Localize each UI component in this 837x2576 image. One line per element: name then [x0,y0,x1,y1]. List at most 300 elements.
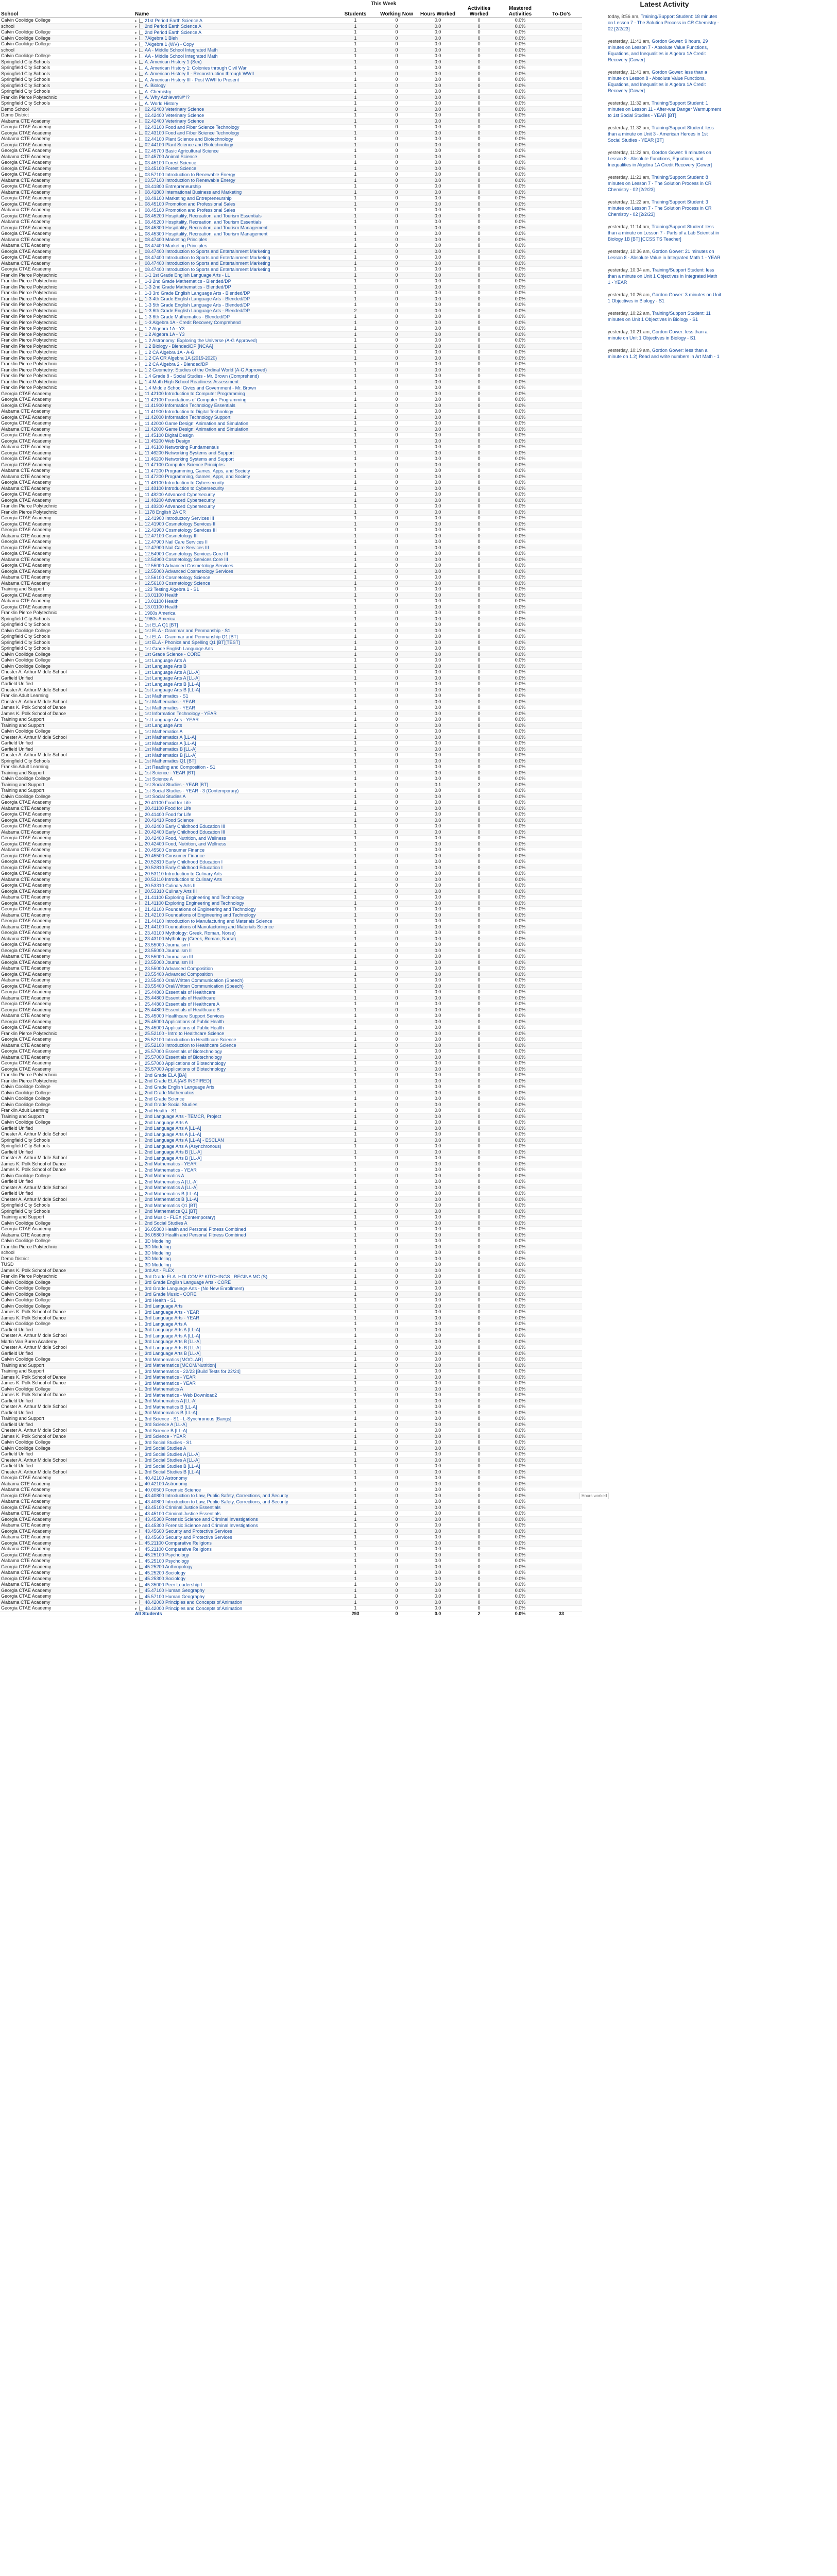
class-link[interactable]: 3rd Mathematics A [145,1386,183,1392]
class-link[interactable]: 3rd Social Studies A [LL-A] [145,1458,200,1463]
chart-icon[interactable] [139,202,143,206]
chart-icon[interactable] [139,943,143,947]
class-name-cell[interactable] [134,977,335,984]
chart-icon[interactable] [139,1328,143,1332]
expand-chevron-icon[interactable]: ▸ [135,1167,138,1173]
class-name-cell[interactable] [134,764,335,770]
class-name-cell[interactable] [134,717,335,723]
chart-icon[interactable] [139,1458,143,1462]
chart-icon[interactable] [139,1079,143,1083]
chart-icon[interactable] [139,1340,143,1344]
chart-icon[interactable] [139,1316,143,1320]
expand-chevron-icon[interactable]: ▸ [135,1185,138,1190]
chart-icon[interactable] [139,1535,143,1539]
class-name-cell[interactable] [134,1238,335,1244]
chart-icon[interactable] [139,806,143,810]
class-name-cell[interactable] [134,36,335,42]
expand-chevron-icon[interactable]: ▸ [135,800,138,805]
class-name-cell[interactable] [134,1185,335,1191]
activity-link[interactable]: Training/Support Student: less than a minute on Unit 1 Objectives in Integrated Math 1 - YEAR [608,267,718,285]
class-name-cell[interactable] [134,1529,335,1535]
totals-label[interactable] [134,1612,335,1617]
class-name-cell[interactable] [134,693,335,699]
class-name-cell[interactable] [134,1297,335,1303]
chart-icon[interactable] [139,1156,143,1160]
class-name-cell[interactable] [134,1167,335,1173]
col-name[interactable]: Name [134,0,335,18]
expand-chevron-icon[interactable]: ▸ [135,172,138,177]
class-link[interactable]: 11.45200 Web Design [145,438,191,444]
chart-icon[interactable] [139,398,143,402]
chart-icon[interactable] [139,1464,143,1468]
class-link[interactable]: 25.52100 Introduction to Healthcare Science [145,1037,236,1042]
expand-chevron-icon[interactable]: ▸ [135,498,138,503]
expand-chevron-icon[interactable]: ▸ [135,848,138,853]
class-name-cell[interactable] [134,415,335,421]
expand-chevron-icon[interactable]: ▸ [135,101,138,106]
expand-chevron-icon[interactable]: ▸ [135,1203,138,1208]
expand-chevron-icon[interactable]: ▸ [135,297,138,301]
chart-icon[interactable] [139,1008,143,1012]
class-name-cell[interactable] [134,604,335,611]
chart-icon[interactable] [139,919,143,923]
expand-chevron-icon[interactable]: ▸ [135,279,138,284]
chart-icon[interactable] [139,978,143,982]
chart-icon[interactable] [139,48,143,52]
class-link[interactable]: 13.01100 Health [145,598,179,604]
class-link[interactable]: 1.2 CA Algebra 1A - A-G [145,349,195,355]
class-name-cell[interactable] [134,883,335,889]
class-name-cell[interactable] [134,1582,335,1588]
class-name-cell[interactable] [134,1138,335,1144]
expand-chevron-icon[interactable]: ▸ [135,1606,138,1611]
expand-chevron-icon[interactable]: ▸ [135,427,138,432]
chart-icon[interactable] [139,801,143,805]
class-link[interactable]: 08.45200 Hospitality, Recreation, and Tourism Essentials [145,213,262,218]
expand-chevron-icon[interactable]: ▸ [135,1369,138,1374]
class-name-cell[interactable] [134,699,335,705]
expand-chevron-icon[interactable]: ▸ [135,646,138,651]
expand-chevron-icon[interactable]: ▸ [135,1191,138,1196]
class-name-cell[interactable] [134,1143,335,1149]
chart-icon[interactable] [139,967,143,971]
class-name-cell[interactable] [134,1096,335,1102]
expand-chevron-icon[interactable]: ▸ [135,1138,138,1143]
chart-icon[interactable] [139,854,143,858]
class-name-cell[interactable] [134,320,335,326]
chart-icon[interactable] [139,1268,143,1273]
class-link[interactable]: 1st Social Studies A [145,794,186,799]
class-name-cell[interactable] [134,1315,335,1321]
class-name-cell[interactable] [134,1493,335,1499]
expand-chevron-icon[interactable]: ▸ [135,1108,138,1113]
class-link[interactable]: 02.43100 Food and Fiber Science Technology [145,124,240,130]
col-students[interactable]: Students [335,0,376,18]
expand-chevron-icon[interactable]: ▸ [135,1345,138,1350]
class-link[interactable]: 1st Language Arts B [LL-A] [145,681,200,687]
expand-chevron-icon[interactable]: ▸ [135,771,138,775]
expand-chevron-icon[interactable]: ▸ [135,273,138,278]
expand-chevron-icon[interactable]: ▸ [135,1262,138,1267]
expand-chevron-icon[interactable]: ▸ [135,231,138,236]
class-name-cell[interactable] [134,1439,335,1446]
class-link[interactable]: A. World History [145,100,178,106]
class-name-cell[interactable] [134,782,335,788]
chart-icon[interactable] [139,66,143,70]
expand-chevron-icon[interactable]: ▸ [135,1577,138,1581]
class-name-cell[interactable] [134,984,335,990]
chart-icon[interactable] [139,451,143,455]
chart-icon[interactable] [139,783,143,787]
chart-icon[interactable] [139,1434,143,1438]
class-name-cell[interactable] [134,829,335,836]
class-name-cell[interactable] [134,811,335,818]
class-link[interactable]: 1st Mathematics A [LL-A] [145,740,196,746]
class-link[interactable]: 43.45300 Forensic Science and Criminal Investigations [145,1522,258,1528]
class-link[interactable]: 25.45000 Healthcare Support Services [145,1013,225,1019]
class-link[interactable]: 1-3 2nd Grade Mathematics - Blended/DP [145,284,231,290]
expand-chevron-icon[interactable]: ▸ [135,456,138,462]
class-link[interactable]: 2nd Mathematics - YEAR [145,1161,197,1166]
class-name-cell[interactable] [134,225,335,231]
expand-chevron-icon[interactable]: ▸ [135,611,138,616]
chart-icon[interactable] [139,297,143,301]
class-link[interactable]: 1960s America [145,610,176,616]
class-link[interactable]: AA - Middle School Integrated Math [145,53,218,59]
class-link[interactable]: 12.56100 Cosmetology Science [145,574,211,580]
class-name-cell[interactable] [134,1410,335,1416]
chart-icon[interactable] [139,735,143,739]
chart-icon[interactable] [139,1275,143,1279]
class-name-cell[interactable] [134,918,335,924]
class-link[interactable]: 08.47400 Marketing Principles [145,243,208,248]
chart-icon[interactable] [139,1565,143,1569]
class-link[interactable]: 13.01100 Health [145,592,179,598]
class-name-cell[interactable] [134,1013,335,1019]
class-name-cell[interactable] [134,1173,335,1179]
chart-icon[interactable] [139,338,143,343]
chart-icon[interactable] [139,214,143,218]
class-link[interactable]: 3rd Mathematics B [LL-A] [145,1404,197,1410]
expand-chevron-icon[interactable]: ▸ [135,1487,138,1493]
class-link[interactable]: 1st Social Studies - YEAR - 3 (Contemporary) [145,788,239,793]
expand-chevron-icon[interactable]: ▸ [135,409,138,414]
expand-chevron-icon[interactable]: ▸ [135,788,138,793]
class-name-cell[interactable] [134,1108,335,1114]
chart-icon[interactable] [139,955,143,959]
class-link[interactable]: 43.40800 Introduction to Law, Public Safety, Corrections, and Security [145,1493,288,1498]
chart-icon[interactable] [139,1192,143,1196]
class-link[interactable]: 1.4 Math High School Readiness Assessment [145,379,239,384]
class-link[interactable]: 08.47400 Introduction to Sports and Entertainment Marketing [145,266,270,272]
expand-chevron-icon[interactable]: ▸ [135,599,138,604]
chart-icon[interactable] [139,184,143,189]
chart-icon[interactable] [139,664,143,668]
class-name-cell[interactable] [134,391,335,397]
class-link[interactable]: 1178 English 2A CR [145,510,186,515]
class-name-cell[interactable] [134,1499,335,1505]
expand-chevron-icon[interactable]: ▸ [135,824,138,829]
chart-icon[interactable] [139,1073,143,1077]
expand-chevron-icon[interactable]: ▸ [135,1582,138,1587]
class-link[interactable]: 20.41400 Food for Life [145,811,192,817]
class-link[interactable]: 2nd Language Arts A (Asynchronous) [145,1143,221,1149]
expand-chevron-icon[interactable]: ▸ [135,113,138,118]
class-name-cell[interactable] [134,178,335,184]
chart-icon[interactable] [139,617,143,621]
class-name-cell[interactable] [134,201,335,208]
class-link[interactable]: 7Algebra 1 (WV) - Copy [145,41,194,47]
col-school[interactable]: School [0,0,134,18]
expand-chevron-icon[interactable]: ▸ [135,1363,138,1368]
chart-icon[interactable] [139,1215,143,1219]
expand-chevron-icon[interactable]: ▸ [135,1393,138,1398]
class-name-cell[interactable] [134,1256,335,1262]
class-name-cell[interactable] [134,1576,335,1582]
class-link[interactable]: 3rd Language Arts B [LL-A] [145,1339,201,1344]
class-link[interactable]: 1st Mathematics B [LL-A] [145,752,197,758]
class-name-cell[interactable] [134,1285,335,1292]
class-name-cell[interactable] [134,420,335,427]
expand-chevron-icon[interactable]: ▸ [135,155,138,159]
expand-chevron-icon[interactable]: ▸ [135,1103,138,1107]
chart-icon[interactable] [139,688,143,692]
expand-chevron-icon[interactable]: ▸ [135,1570,138,1575]
expand-chevron-icon[interactable]: ▸ [135,1523,138,1528]
class-link[interactable]: 2nd Language Arts - TEMCR, Project [145,1114,221,1119]
class-link[interactable]: 40.00500 Forensic Science [145,1487,201,1493]
expand-chevron-icon[interactable]: ▸ [135,1440,138,1445]
chart-icon[interactable] [139,208,143,212]
class-link[interactable]: 1.2 Geometry: Studies of the Ordinal World (A-G Approved) [145,367,267,372]
class-link[interactable]: 3rd Language Arts A [LL-A] [145,1327,200,1332]
expand-chevron-icon[interactable]: ▸ [135,1476,138,1481]
class-link[interactable]: 3rd Mathematics B [LL-A] [145,1410,197,1415]
chart-icon[interactable] [139,812,143,817]
class-name-cell[interactable] [134,1268,335,1274]
chart-icon[interactable] [139,1049,143,1054]
chart-icon[interactable] [139,273,143,277]
expand-chevron-icon[interactable]: ▸ [135,682,138,687]
chart-icon[interactable] [139,718,143,722]
expand-chevron-icon[interactable]: ▸ [135,1215,138,1220]
class-name-cell[interactable] [134,598,335,604]
class-name-cell[interactable] [134,877,335,883]
chart-icon[interactable] [139,877,143,882]
class-link[interactable]: 1st Mathematics A [145,728,183,734]
expand-chevron-icon[interactable]: ▸ [135,551,138,556]
class-link[interactable]: 11.48300 Advanced Cybersecurity [145,503,215,509]
class-link[interactable]: 08.45300 Hospitality, Recreation, and Tourism Management [145,225,268,230]
class-name-cell[interactable] [134,906,335,912]
chart-icon[interactable] [139,30,143,35]
chart-icon[interactable] [139,368,143,372]
expand-chevron-icon[interactable]: ▸ [135,143,138,147]
expand-chevron-icon[interactable]: ▸ [135,1008,138,1012]
expand-chevron-icon[interactable]: ▸ [135,1316,138,1320]
expand-chevron-icon[interactable]: ▸ [135,385,138,391]
class-link[interactable]: 08.45100 Promotion and Professional Sales [145,207,235,213]
chart-icon[interactable] [139,249,143,253]
class-link[interactable]: 43.45100 Criminal Justice Essentials [145,1511,221,1516]
class-link[interactable]: 2nd Grade Mathematics [145,1090,195,1095]
class-name-cell[interactable] [134,563,335,569]
class-name-cell[interactable] [134,646,335,652]
activity-link[interactable]: Gordon Gower: less than a minute on 1.2) Read and write numbers in Art Math - 1 [608,348,720,359]
class-name-cell[interactable] [134,592,335,599]
class-link[interactable]: 23.55000 Advanced Composition [145,965,213,971]
class-link[interactable]: 3rd Art - FLEX [145,1268,175,1273]
expand-chevron-icon[interactable]: ▸ [135,818,138,823]
class-link[interactable]: 2nd Language Arts B [LL-A] [145,1149,202,1155]
class-name-cell[interactable] [134,1463,335,1469]
class-link[interactable]: 25.57000 Essentials of Biotechnology [145,1048,223,1054]
chart-icon[interactable] [139,1334,143,1338]
expand-chevron-icon[interactable]: ▸ [135,1494,138,1498]
class-link[interactable]: 20.42400 Early Childhood Education III [145,823,226,829]
class-link[interactable]: 2nd Language Arts A [LL-A] - ESCLAN [145,1138,224,1143]
chart-icon[interactable] [139,220,143,224]
expand-chevron-icon[interactable]: ▸ [135,374,138,379]
expand-chevron-icon[interactable]: ▸ [135,137,138,142]
class-link[interactable]: 1st Language Arts B [LL-A] [145,687,200,692]
class-name-cell[interactable] [134,302,335,308]
chart-icon[interactable] [139,1583,143,1587]
activity-link[interactable]: Training/Support Student: less than a minute on Unit 3 - American Heroes in 1st Social Studies - YEAR [BT] [608,125,714,143]
chart-icon[interactable] [139,860,143,864]
chart-icon[interactable] [139,1162,143,1166]
class-name-cell[interactable] [134,95,335,101]
class-link[interactable]: 43.45100 Criminal Justice Essentials [145,1505,221,1510]
class-link[interactable]: 23.55400 Oral/Written Communication (Speech) [145,977,244,983]
expand-chevron-icon[interactable]: ▸ [135,978,138,983]
class-name-cell[interactable] [134,1037,335,1043]
class-name-cell[interactable] [134,1031,335,1037]
class-link[interactable]: 12.47900 Nail Care Services III [145,545,209,550]
class-link[interactable]: 11.41900 Information Technology Essentials [145,403,235,408]
expand-chevron-icon[interactable]: ▸ [135,693,138,699]
expand-chevron-icon[interactable]: ▸ [135,984,138,989]
chart-icon[interactable] [139,623,143,627]
class-name-cell[interactable] [134,1351,335,1357]
class-name-cell[interactable] [134,1404,335,1410]
col-mastered[interactable] [500,0,541,18]
class-name-cell[interactable] [134,551,335,557]
class-link[interactable]: 1st Language Arts A [LL-A] [145,675,200,681]
class-name-cell[interactable] [134,705,335,711]
expand-chevron-icon[interactable]: ▸ [135,24,138,29]
class-name-cell[interactable] [134,124,335,130]
chart-icon[interactable] [139,285,143,289]
class-link[interactable]: A. American History 1 (Sex) [145,59,202,64]
chart-icon[interactable] [139,380,143,384]
class-name-cell[interactable] [134,290,335,296]
expand-chevron-icon[interactable]: ▸ [135,676,138,681]
class-link[interactable]: 03.45100 Forest Science [145,160,197,165]
expand-chevron-icon[interactable]: ▸ [135,735,138,740]
expand-chevron-icon[interactable]: ▸ [135,356,138,361]
class-link[interactable]: 08.41800 Entrepreneurship [145,183,201,189]
chart-icon[interactable] [139,1358,143,1362]
expand-chevron-icon[interactable]: ▸ [135,463,138,467]
expand-chevron-icon[interactable]: ▸ [135,1499,138,1504]
expand-chevron-icon[interactable]: ▸ [135,468,138,473]
class-link[interactable]: 3rd Science - YEAR [145,1434,186,1439]
chart-icon[interactable] [139,131,143,135]
expand-chevron-icon[interactable]: ▸ [135,362,138,367]
chart-icon[interactable] [139,166,143,171]
expand-chevron-icon[interactable]: ▸ [135,1434,138,1439]
chart-icon[interactable] [139,676,143,680]
chart-icon[interactable] [139,433,143,437]
class-name-cell[interactable] [134,1422,335,1428]
expand-chevron-icon[interactable]: ▸ [135,919,138,924]
chart-icon[interactable] [139,652,143,656]
class-name-cell[interactable] [134,936,335,942]
expand-chevron-icon[interactable]: ▸ [135,794,138,799]
chart-icon[interactable] [139,1500,143,1504]
class-link[interactable]: A. Chemistry [145,89,172,94]
class-link[interactable]: 02.42400 Veterinary Science [145,112,204,118]
class-name-cell[interactable] [134,747,335,753]
class-link[interactable]: 02.45700 Basic Agricultural Science [145,148,219,154]
chart-icon[interactable] [139,587,143,591]
class-link[interactable]: 36.05800 Health and Personal Fitness Combined [145,1226,246,1232]
class-name-cell[interactable] [134,195,335,201]
class-link[interactable]: 48.42000 Principles and Concepts of Animation [145,1605,243,1611]
chart-icon[interactable] [139,889,143,893]
class-link[interactable]: 20.45500 Consumer Finance [145,853,205,858]
class-link[interactable]: 1.4 Middle School Civics and Government - Mr. Brown [145,385,257,391]
expand-chevron-icon[interactable]: ▸ [135,925,138,929]
class-link[interactable]: 25.57000 Applications of Biotechnology [145,1060,226,1066]
class-link[interactable]: 2nd Language Arts A [LL-A] [145,1131,201,1137]
class-name-cell[interactable] [134,344,335,350]
class-name-cell[interactable] [134,586,335,592]
class-name-cell[interactable] [134,1552,335,1558]
expand-chevron-icon[interactable]: ▸ [135,344,138,349]
chart-icon[interactable] [139,72,143,76]
expand-chevron-icon[interactable]: ▸ [135,433,138,438]
class-name-cell[interactable] [134,539,335,545]
chart-icon[interactable] [139,261,143,265]
chart-icon[interactable] [139,1257,143,1261]
expand-chevron-icon[interactable]: ▸ [135,1387,138,1392]
class-link[interactable]: 25.44800 Essentials of Healthcare A [145,1001,220,1007]
expand-chevron-icon[interactable]: ▸ [135,392,138,396]
expand-chevron-icon[interactable]: ▸ [135,18,138,23]
chart-icon[interactable] [139,1026,143,1030]
class-link[interactable]: 12.47100 Cosmetology III [145,533,198,538]
class-link[interactable]: 12.56100 Cosmetology Science [145,581,211,586]
class-name-cell[interactable] [134,367,335,374]
class-name-cell[interactable] [134,1345,335,1351]
chart-icon[interactable] [139,498,143,502]
expand-chevron-icon[interactable]: ▸ [135,1049,138,1054]
class-link[interactable]: 1st Mathematics Q1 [BT] [145,758,196,764]
class-name-cell[interactable] [134,332,335,338]
chart-icon[interactable] [139,564,143,568]
class-name-cell[interactable] [134,337,335,344]
class-name-cell[interactable] [134,1078,335,1084]
chart-icon[interactable] [139,640,143,645]
class-link[interactable]: 2nd Grade Science [145,1096,185,1101]
activity-link[interactable]: Gordon Gower: less than a minute on Lesson 8 - Absolute Value Functions, Equations, and Inequalities in Algebra 1A Credit Recovery [Gower] [608,70,707,93]
class-link[interactable]: 1.2 Astronomy: Exploring the Universe (A-G Approved) [145,337,258,343]
class-name-cell[interactable] [134,1469,335,1476]
expand-chevron-icon[interactable]: ▸ [135,1304,138,1309]
chart-icon[interactable] [139,1387,143,1391]
